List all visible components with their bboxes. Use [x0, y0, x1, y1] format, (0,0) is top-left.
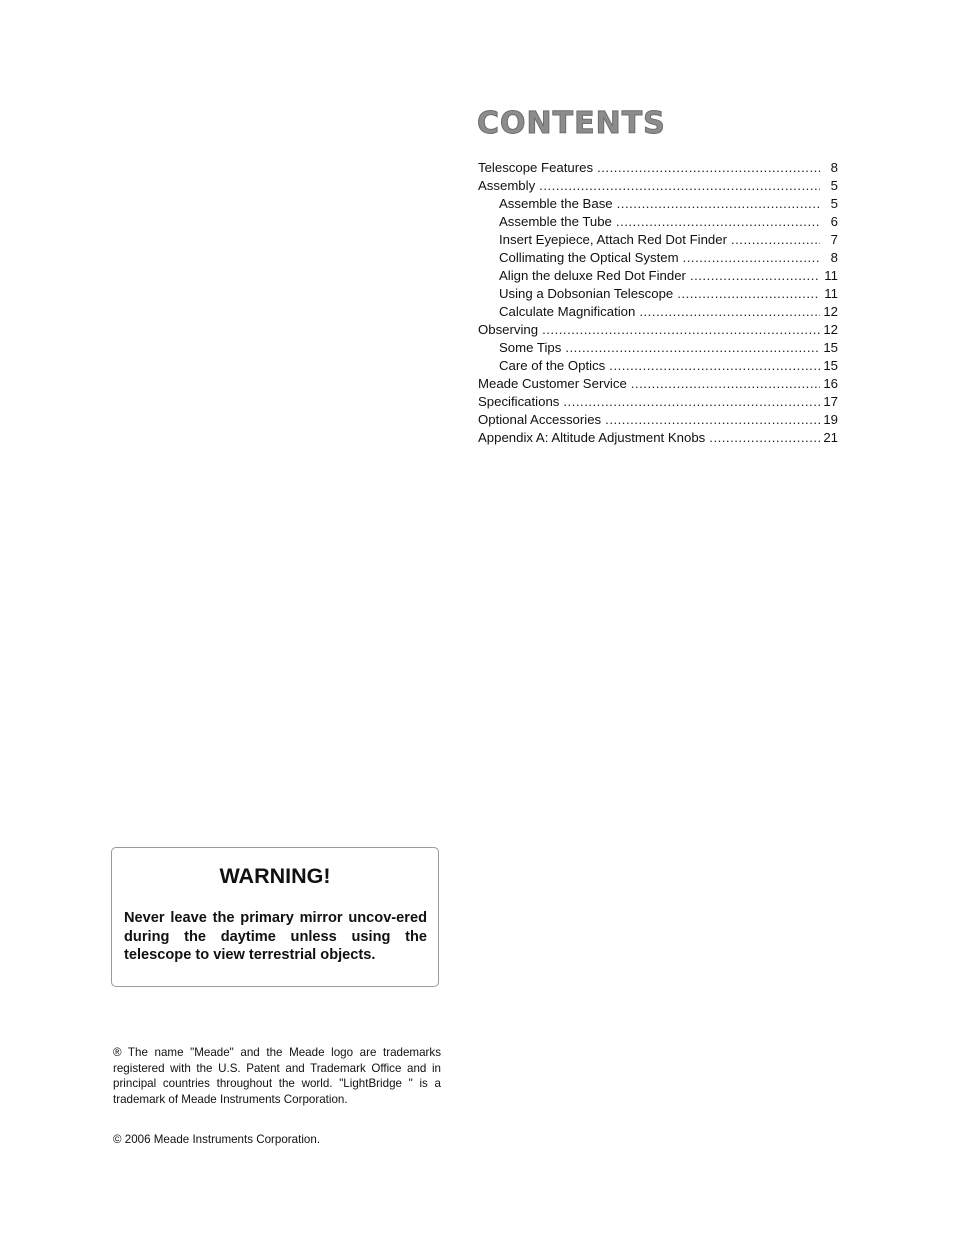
- toc-leader-dots: [617, 195, 820, 213]
- toc-leader-dots: [616, 213, 820, 231]
- toc-leader-dots: [683, 249, 820, 267]
- toc-subentry[interactable]: [478, 285, 838, 303]
- toc-subentry[interactable]: [478, 249, 838, 267]
- toc-entry[interactable]: [478, 393, 838, 411]
- toc-entry-page: 21: [823, 430, 838, 445]
- toc-leader-dots: [677, 285, 820, 303]
- toc-entry-page: 16: [823, 376, 838, 391]
- copyright-notice: © 2006 Meade Instruments Corporation.: [113, 1133, 321, 1146]
- toc-subentry[interactable]: [478, 267, 838, 285]
- toc-entry-page: 7: [830, 232, 838, 247]
- toc-entry-page: 8: [830, 160, 838, 175]
- toc-entry-label: Telescope Features: [478, 160, 594, 175]
- trademark-notice: ® The name "Meade" and the Meade logo are trademarks registered with the U.S. Patent and Trademark Office and in principal countries throughout the world. "LightBridge " is a trademark of Meade Instruments Corporation.: [113, 1046, 441, 1106]
- toc-leader-dots: [631, 375, 820, 393]
- toc-entry-label: Assemble the Base: [499, 196, 613, 211]
- toc-subentry[interactable]: [478, 231, 838, 249]
- toc-subentry[interactable]: [478, 357, 838, 375]
- toc-leader-dots: [690, 267, 820, 285]
- toc-entry[interactable]: [478, 375, 838, 393]
- toc-entry[interactable]: [478, 411, 838, 429]
- toc-entry-page: 17: [823, 394, 838, 409]
- toc-entry-page: 19: [823, 412, 838, 427]
- toc-entry[interactable]: [478, 321, 838, 339]
- toc-entry-label: Insert Eyepiece, Attach Red Dot Finder: [499, 232, 727, 247]
- toc-leader-dots: [639, 303, 820, 321]
- toc-leader-dots: [565, 339, 820, 357]
- warning-text: Never leave the primary mirror uncov-ered during the daytime unless using the telescope to view terrestrial objects.: [124, 910, 427, 963]
- toc-entry[interactable]: [478, 159, 838, 177]
- toc-leader-dots: [731, 231, 820, 249]
- toc-entry-label: Appendix A: Altitude Adjustment Knobs: [478, 430, 706, 445]
- warning-box: [111, 847, 439, 987]
- toc-subentry[interactable]: [478, 195, 838, 213]
- toc-entry-page: 12: [823, 322, 838, 337]
- toc-entry-label: Care of the Optics: [499, 358, 606, 373]
- table-of-contents: [478, 159, 838, 447]
- toc-leader-dots: [542, 321, 820, 339]
- toc-entry-page: 15: [823, 340, 838, 355]
- toc-leader-dots: [709, 429, 820, 447]
- toc-entry-page: 6: [830, 214, 838, 229]
- toc-entry-label: Specifications: [478, 394, 560, 409]
- toc-entry-page: 8: [830, 250, 838, 265]
- toc-entry[interactable]: [478, 177, 838, 195]
- toc-entry-label: Meade Customer Service: [478, 376, 627, 391]
- toc-entry-page: 15: [823, 358, 838, 373]
- toc-leader-dots: [609, 357, 820, 375]
- toc-entry-label: Align the deluxe Red Dot Finder: [499, 268, 686, 283]
- toc-entry-page: 11: [824, 268, 838, 283]
- toc-entry-label: Calculate Magnification: [499, 304, 636, 319]
- toc-entry-label: Assembly: [478, 178, 536, 193]
- toc-entry-label: Using a Dobsonian Telescope: [499, 286, 674, 301]
- toc-leader-dots: [605, 411, 820, 429]
- toc-entry-page: 11: [824, 286, 838, 301]
- warning-title: WARNING!: [219, 864, 331, 888]
- toc-entry[interactable]: [478, 429, 838, 447]
- toc-entry-label: Collimating the Optical System: [499, 250, 679, 265]
- contents-title: CONTENTS: [477, 106, 666, 141]
- toc-entry-page: 5: [830, 178, 838, 193]
- toc-subentry[interactable]: [478, 213, 838, 231]
- toc-leader-dots: [597, 159, 820, 177]
- toc-entry-page: 12: [823, 304, 838, 319]
- toc-subentry[interactable]: [478, 339, 838, 357]
- toc-entry-label: Optional Accessories: [478, 412, 602, 427]
- toc-entry-label: Observing: [478, 322, 539, 337]
- toc-entry-label: Assemble the Tube: [499, 214, 612, 229]
- toc-entry-label: Some Tips: [499, 340, 562, 355]
- toc-leader-dots: [539, 177, 820, 195]
- toc-leader-dots: [563, 393, 820, 411]
- toc-subentry[interactable]: [478, 303, 838, 321]
- toc-entry-page: 5: [830, 196, 838, 211]
